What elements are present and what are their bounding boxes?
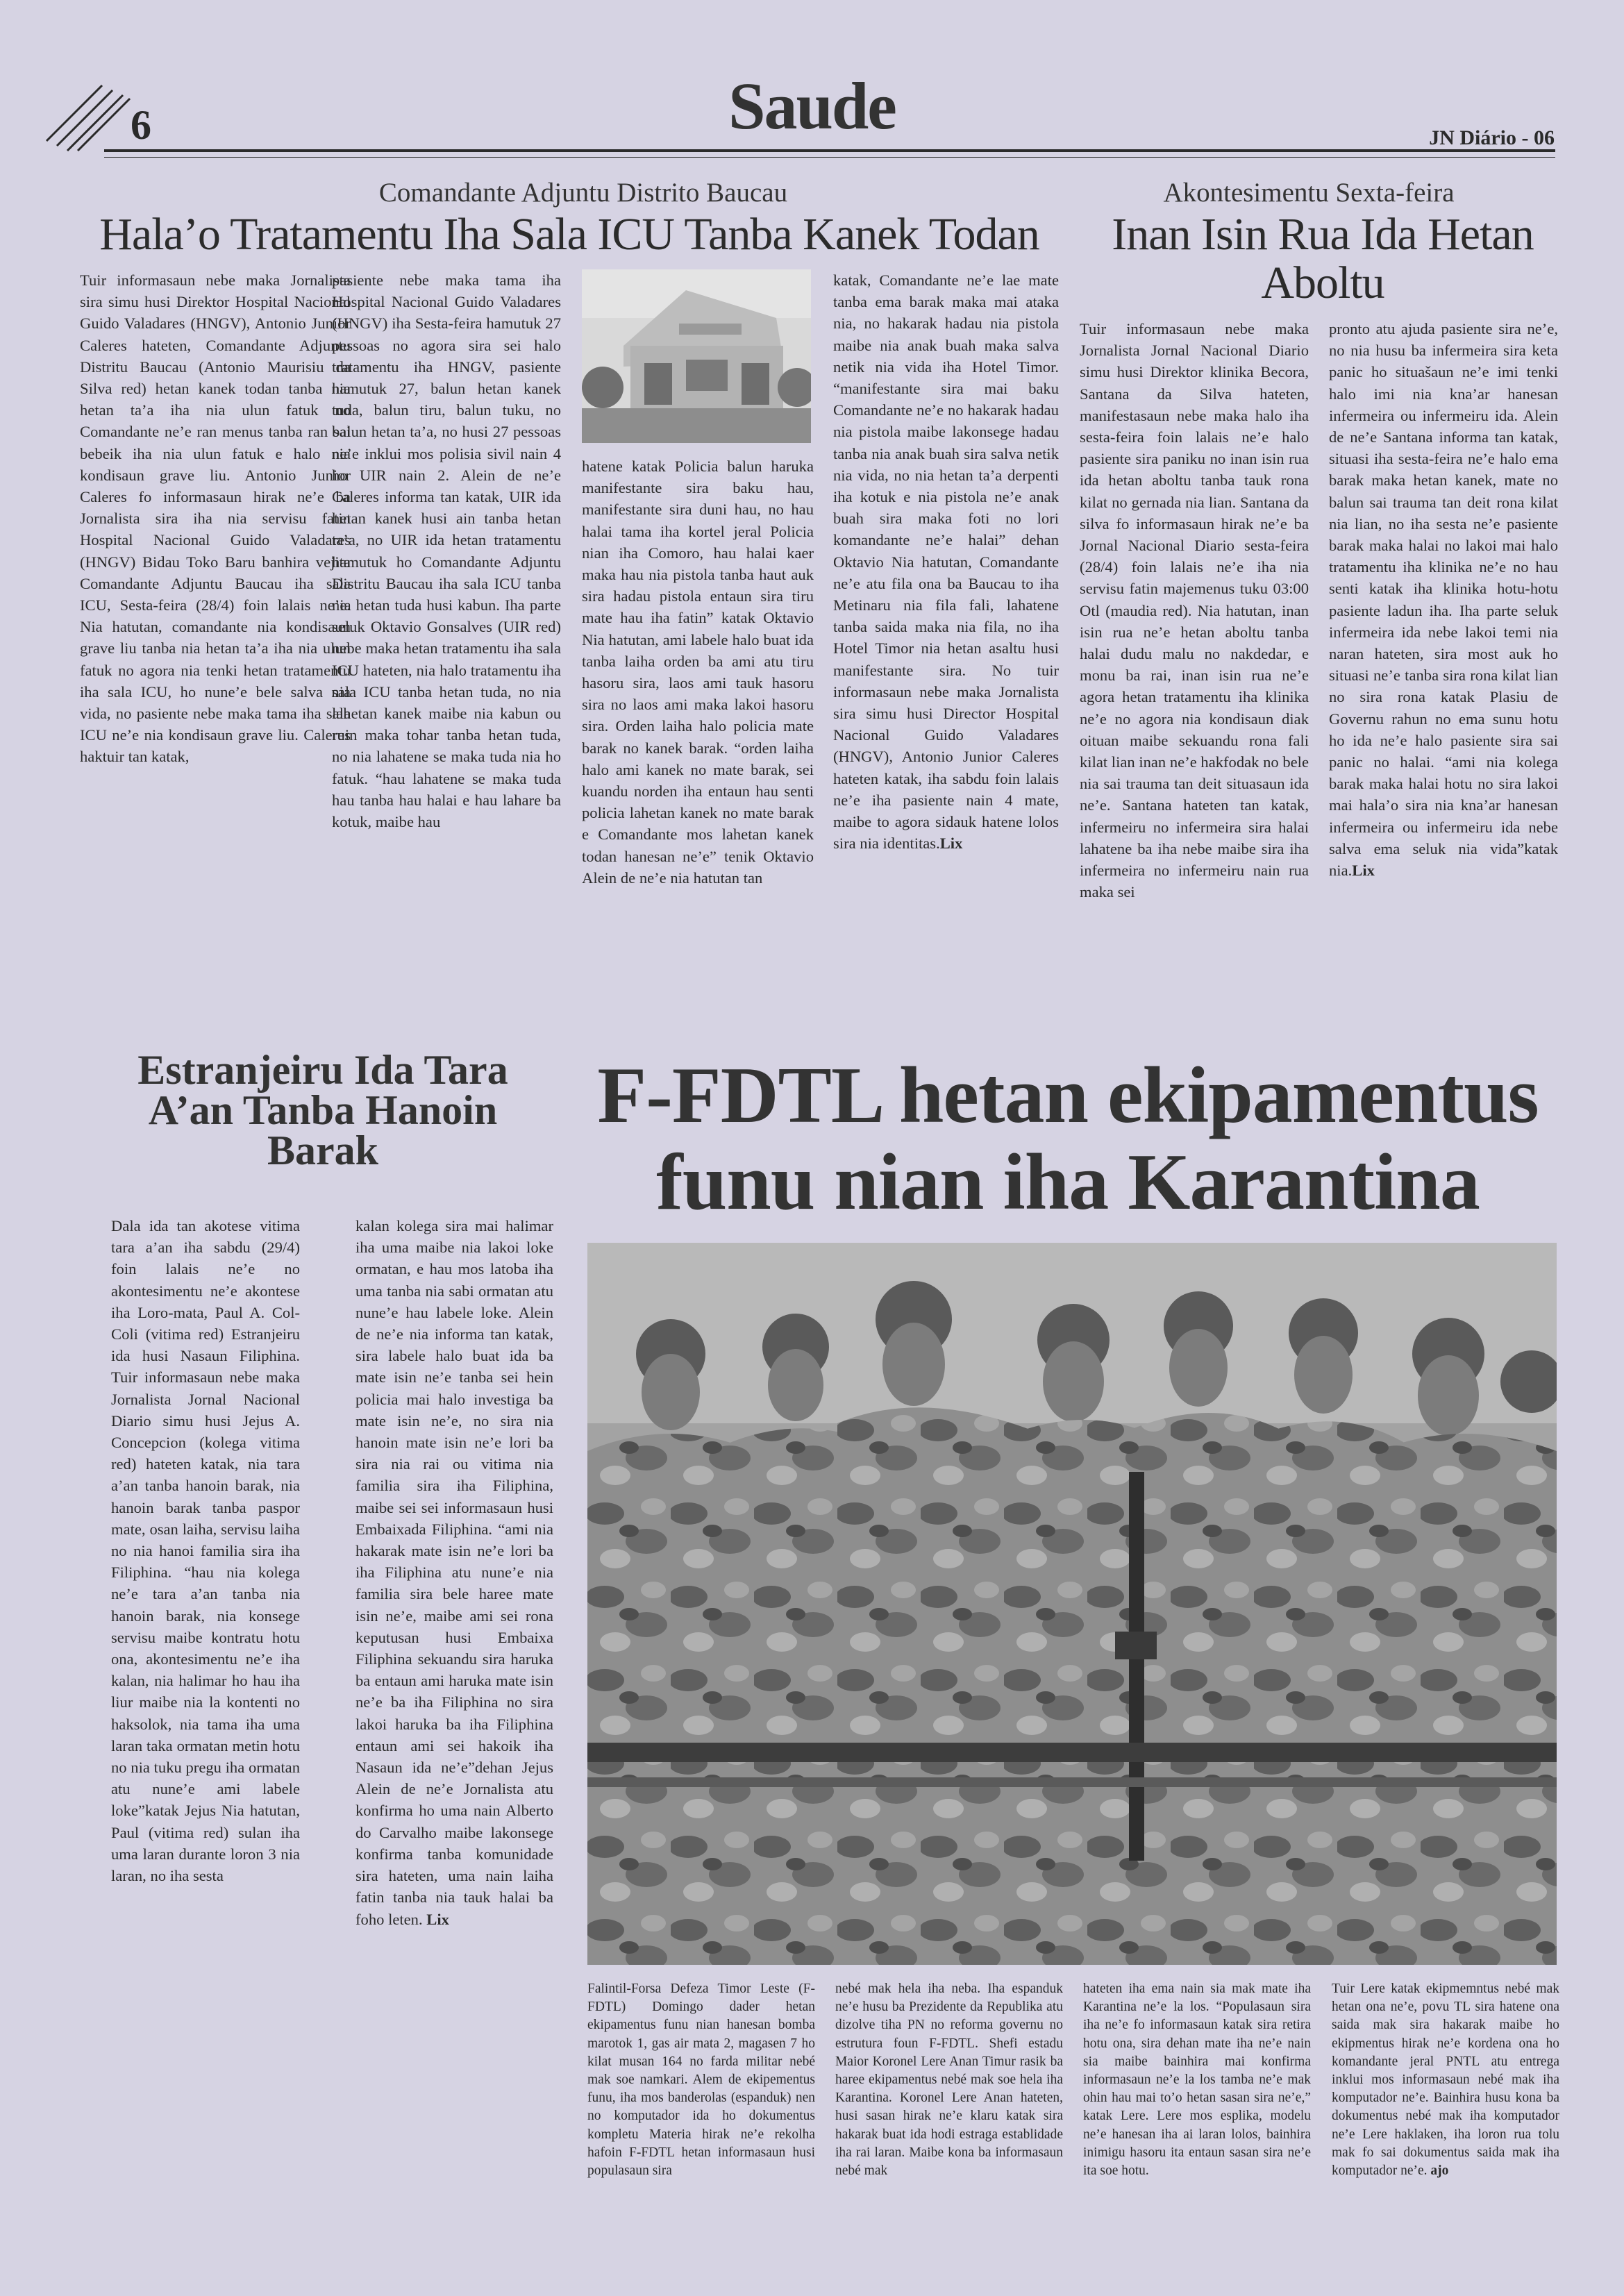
article3-headline-line3: Barak <box>267 1128 379 1173</box>
masthead-rule <box>104 149 1555 152</box>
article1-col2: pasiente nebe maka tama iha Hospital Nacional Guido Valadares (HNGV) iha Sesta-feira hamutuk 27 pessoas no agora sira sei halo tratamentu iha HNGV, pasiente hamutuk 27, balun hetan kanek tuda, balun tiru, balun tuku, no balun hetan ta’a, no husi 27 pessoas ne’e inklui mos polisia sivil nain 4 ho UIR nain 2. Alein de ne’e Caleres informa tan katak, UIR ida hetan kanek husi ain tanba hetan ta’a, no UIR ida hetan tratamentu hamutuk ho Comandante Adjuntu Distritu Baucau iha sala ICU tanba nia hetan tuda husi kabun. Iha parte seluk Oktavio Gonsalves (UIR red) nebe maka hetan tratamentu iha sala ICU hateten, nia halo tratamentu iha sala ICU tanba hetan tuda, no nia lahetan kanek maibe nia kabun ou ruin maka tohar tanba hetan tuda, no nia lahatene se maka tuda nia ho fatuk. “hau lahatene se maka tuda hau tanba hau halai e hau lahare ba kotuk, maibe hau <box>332 271 561 831</box>
masthead-rule-thin <box>104 157 1555 158</box>
article4-headline-line2: funu nian iha Karantina <box>656 1138 1480 1227</box>
article1-headline: Hala’o Tratamentu Iha Sala ICU Tanba Kanek Todan <box>99 209 1039 260</box>
article3-byline: Lix <box>426 1910 449 1928</box>
page-number: 6 <box>131 102 151 148</box>
article1-col3: hatene katak Policia balun haruka manifestante sira baku hau, manifestante sira duni hau, no hau halai tama iha kortel jeral Policia nian iha Comoro, hau halai kaer maka hau nia pistola tanba haut auk sira hadau pistola entaun sira tiru mate hau iha fatin” katak Oktavio Nia hatutan, ami labele halo buat ida tanba laiha orden ba ami atu tiru hasoru sira, laos ami tauk hasoru sira no laos ami maka lakoi hasoru sira. Orden laiha halo policia mate barak no kanek barak. “orden laiha halo ami kanek no mate barak, sei kuandu norden iha entaun hau senti policia lahetan kanek no mate barak e Comandante mos lahetan kanek todan hanesan ne’e” tenik Oktavio Alein de ne’e nia hatutan tan <box>582 458 814 887</box>
article4-col3: hateten iha ema nain sia mak mate iha Karantina ne’e la los. “Populasaun sira iha ne’e fo informasaun katak sira retira hotu ona, sira dehan mate iha ne’e nain sia maibe bainhira mai konfirma informasaun ne’e la los tamba ne’e mak ohin hau mai to’o hetan sasan sira ne’e,” katak Lere. Lere mos esplika, modelu ne’e hanesan iha ai laran lolos, bainhira inimigu hasoru ita entaun sasan sira ne’e ita soe hotu. <box>1083 1981 1311 2179</box>
article1-byline: Lix <box>939 835 963 853</box>
article4-col1: Falintil-Forsa Defeza Timor Leste (F-FDTL) Domingo dader hetan ekipamentus funu nian hanesan bomba marotok 1, gas air mata 2, magasen 7 ho kilat musan 164 no farda militar nebé mak soe namkari. Alem de ekipementus funu, iha mos banderolas (espanduk) nen no komputador ida ho dokumentus kompletu Materia hirak ne’e rekolha hafoin F-FDTL hetan informasaun husi populasaun sira <box>587 1981 815 2179</box>
article4-col2: nebé mak hela iha neba. Iha espanduk ne’e husu ba Prezidente da Republika atu dizolve tiha PN no reforma governu no estrutura foun F-FDTL. Shefi estadu Maior Koronel Lere Anan Timur rasik ba haree ekipamentus nebé mak soe hela iha Karantina. Koronel Lere Anan hateten, husi sasan hirak ne’e klaru katak sira hakarak buat ida hodi estraga establidade iha rai laran. Maibe kona ba informasaun nebé mak <box>835 1981 1063 2179</box>
hospital-photo <box>582 269 811 443</box>
article2-headline-line2: Aboltu <box>1261 258 1384 308</box>
article3-col2: kalan kolega sira mai halimar iha uma maibe nia lakoi loke ormatan, e hau mos latoba iha uma tanba nia sabi ormatan atu nune’e hau labele loke. Alein de ne’e nia informa tan katak, sira labele halo buat ida ba mate isin ne’e tanba sei hein policia mai halo investiga ba mate isin ne’e, no sira nia hanoin mate isin ne’e lori ba sira nia rai ou vitima nia familia sira iha Filiphina, maibe sei sei informasaun husi Embaixada Filiphina. “ami nia hakarak mate isin ne’e lori ba iha Filiphina atu nune’e nia familia sira bele haree mate isin ne’e, maibe ami sei rona keputusan husi Embaixa Filiphina sekuandu sira haruka ba entaun ami haruka mate isin ne’e ba iha Filiphina no sira lakoi haruka ba iha Filiphina entaun ami sei hakoik iha Nasaun ida ne’e”dehan Jejus Alein de ne’e Jornalista atu konfirma ho uma nain Alberto do Carvalho maibe lakonsege konfirma tanba komunidade sira hateten, uma nain laiha fatin tanba nia tauk halai ba foho leten. Lix <box>355 1217 553 1928</box>
article3-col1: Dala ida tan akotese vitima tara a’an iha sabdu (29/4) foin lalais ne’e no akontesimentu ne’e akontese iha Loro-mata, Paul A. Col-Coli (vitima red) Estranjeiru ida husi Nasaun Filiphina. Tuir informasaun nebe maka Jornalista Jornal Nacional Diario simu husi Jejus A. Concepcion (kolega vitima red) hateten katak, nia tara a’an tanba hanoin barak, nia hanoin barak tanba paspor mate, osan laiha, servisu laiha no nia hanoi familia sira iha Filiphina. “hau nia kolega ne’e tara a’an tanba nia hanoin barak, nia konsege servisu maibe kontratu hotu ona, akontesimentu ne’e iha kalan, nia halimar ho hau iha liur maibe nia la kontenti no haksolok, nia tama iha uma laran taka ormatan metin hotu no nia tuku pregu iha ormatan atu nune’e ami labele loke”katak Jejus Nia hatutan, Paul (vitima red) sulan iha uma laran durante loron 3 nia laran, no iha sesta <box>111 1217 300 1885</box>
article2-byline: Lix <box>1352 862 1375 880</box>
article3-headline-line1: Estranjeiru Ida Tara <box>137 1047 508 1093</box>
article2-col1: Tuir informasaun nebe maka Jornalista Jornal Nacional Diario simu husi Direktor klinika Becora, Santana da Silva hateten, manifestasaun nebe maka halo iha sesta-feira foin lalais ne’e halo pasiente sira paniku no inan isin rua ida hetan aboltu tanba tauk rona kilat no gernada nia lian. Santana da silva fo informasaun hirak ne’e ba Jornal Nacional Diario sesta-feira (28/4) foin lalais ne’e iha nia servisu fatin majemenus tuku 03:00 Otl (maudia red). Nia hatutan, inan isin rua ne’e hetan aboltu tanba halai dudu malu no nakdedar, e monu ba rai, inan isin rua ne’e agora hetan tratamentu iha klinika ne’e no agora nia kondisaun diak oituan maibe sekuandu rona fali kilat lian inan ne’e hakfodak no bele nia sai trauma tan deit situasaun ida ne’e. Santana hateten tan katak, infermeiru no infermeira sira halai lahatene ba iha nebe maibe sira iha infermeira no infermeiru nain rua maka sei <box>1080 320 1309 901</box>
soldiers-photo <box>587 1243 1557 1965</box>
issue-label: JN Diário - 06 <box>1429 126 1555 149</box>
article1-col4: katak, Comandante ne’e lae mate tanba ema barak maka mai ataka nia, no hakarak hadau nia pistola maibe nia anak buah maka salva netik nia vida iha Hotel Timor. “manifestante sira mai baku Comandante ne’e no hakarak hadau nia pistola maibe lakonsege hadau tanba nia anak buah sira salva netik nia vida, no nia hetan ta’a derpenti iha kotuk e nia pistola ne’e anak buah sira maka foti no lori komandante ne’e halai” dehan Oktavio Nia hatutan, Comandante ne’e atu fila ona ba Baucau to iha Metinaru nia fila fali, lahatene tanba saida maka nia fila, no iha Hotel Timor nia hetan asaltu husi manifestante sira. No tuir informasaun nebe maka Jornalista sira simu husi Director Hospital Nacional Guido Valadares (HNGV), Antonio Junior Caleres hateten katak, iha sabdu foin lalais ne’e iha pasiente nain 4 mate, maibe to agora sidauk hatene lolos sira nia identitas.Lix <box>833 271 1059 853</box>
article4-byline: ajo <box>1430 2163 1449 2179</box>
article2-headline-line1: Inan Isin Rua Ida Hetan <box>1112 209 1534 260</box>
article1-col1: Tuir informasaun nebe maka Jornalista sira simu husi Direktor Hospital Nacional Guido Valadares (HNGV), Antonio Junior Caleres hateten, Comandante Adjuntu Distritu Baucau (Antonio Maurisiu da Silva red) hetan kanek todan tanba nia hetan ta’a iha nia ulun fatuk no Comandante ne’e ran menus tanba ran sai bebeik iha nia ulun fatuk e halo nia kondisaun grave liu. Antonio Junior Caleres fo informasaun hirak ne’e ba Jornalista sira iha nia servisu fatin Hospital Nacional Guido Valadares (HNGV) Bidau Toko Baru banhira vejita Comandante Adjuntu Baucau iha sala ICU, Sesta-feira (28/4) foin lalais ne’e. Nia hatutan, comandante nia kondisaun grave liu tanba nia hetan ta’a iha nia ulun fatuk no agora nia tenki hetan tratamentu iha sala ICU, ho nune’e bele salva nia vida, no pasiente nebe maka tama iha sala ICU ne’e nia kondisaun grave liu. Caleres haktuir tan katak, <box>80 271 351 766</box>
article3-headline-line2: A’an Tanba Hanoin <box>148 1087 498 1133</box>
article4-headline-line1: F-FDTL hetan ekipamentus <box>597 1051 1539 1140</box>
article2-kicker: Akontesimentu Sexta-feira <box>1163 178 1455 208</box>
article1-kicker: Comandante Adjuntu Distrito Baucau <box>378 178 788 208</box>
article2-col2: pronto atu ajuda pasiente sira ne’e, no nia husu ba infermeira sira keta panic ho situašaun ne’e imi tenki halo imi nia kna’ar hanesan infermeira ou infermeiru ida. Alein de ne’e Santana informa tan katak, situasi iha sesta-feira ne’e halo ema barak maka hetan kanek, mate no balun sai trauma tan deit rona kilat nia lian, no iha sesta ne’e pasiente barak maka halai no lakoi mai halo tratamentu iha klinika ne’e no hau senti katak iha klinika hotu-hotu pasiente ladun iha. Iha parte seluk infermeira ida nebe lakoi temi nia naran hateten, sira most auk ho situasi ne’e tanba sira rona kilat lian no sira rona katak Plasiu de Governu rahun no ema sunu hotu ho ida ne’e halo pasiente sira sai panic no halai. “ami nia kolega barak maka halai hotu no sira lakoi mai hala’o sira nia kna’ar hanesan infermeira ou infermeiru ida nebe salva ema seluk nia vida”katak nia.Lix <box>1329 320 1558 880</box>
section-title: Saude <box>728 69 896 143</box>
article4-col4: Tuir Lere katak ekipmemntus nebé mak hetan ona ne’e, povu TL sira hatene ona saida mak sira hakarak maibe ho ekipmentus hirak ne’e kordena ona ho komandante jeral PNTL atu entrega inklui mos informasaun nebé mak iha komputador ne’e. Bainhira husu kona ba dokumentus nebé mak iha komputador ne’e Lere haklaken, iha loron rua tolu mak fo sai dokumentus saida mak iha komputador ne’e. ajo <box>1332 1981 1559 2179</box>
